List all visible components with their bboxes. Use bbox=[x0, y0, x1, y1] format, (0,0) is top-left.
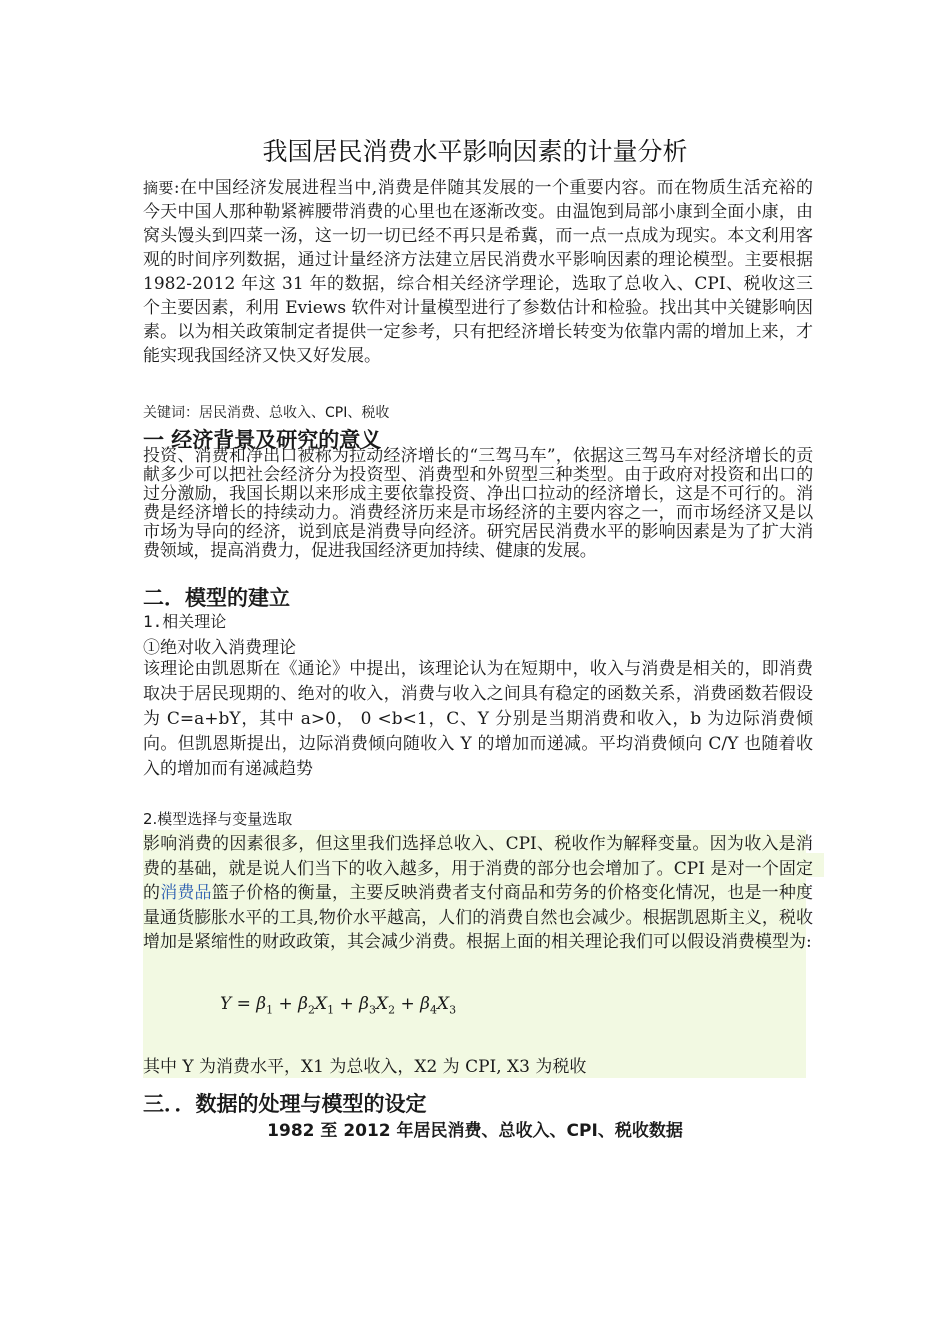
subsection-related-theory: 1.相关理论 bbox=[143, 612, 227, 631]
variables-definition: 其中 Y 为消费水平，X1 为总收入，X2 为 CPI, X3 为税收 bbox=[143, 1057, 587, 1077]
selection-text-a: 影响消费的因素很多，但这里我们选择总收入、CPI、税收作为解释变量。因为收入是消费的基础，就是说人们当下的收入越多，用于消费的部分也会增加了。CPI 是对一个固定的 bbox=[143, 834, 813, 903]
model-selection-paragraph[interactable] bbox=[143, 832, 813, 955]
document-title: 我国居民消费水平影响因素的计量分析 bbox=[262, 137, 688, 166]
keywords-line: 关键词：居民消费、总收入、CPI、税收 bbox=[143, 405, 390, 421]
model-formula: $Y = \beta_1 + \beta_2X_1 + \beta_3X_2 + \beta_4X_3$ bbox=[220, 994, 457, 1017]
selection-text-b: 篮子价格的衡量，主要反映消费者支付商品和劳务的价格变化情况，也是一种度量通货膨胀水平的工具,物价水平越高，人们的消费自然也会减少。根据凯恩斯主义，税收增加是紧缩性的财政政策，其会减少消费。根据上面的相关理论我们可以假设消费模型为: bbox=[143, 883, 814, 952]
section3-heading: 三．．数据的处理与模型的设定 bbox=[143, 1092, 427, 1116]
abstract-label: 摘要 bbox=[143, 179, 174, 197]
abstract-paragraph bbox=[143, 176, 813, 368]
consumer-goods-link[interactable]: 消费品 bbox=[160, 883, 212, 903]
section1-body: 投资、消费和净出口被称为拉动经济增长的“三驾马车”，依据这三驾马车对经济增长的贡献多少可以把社会经济分为投资型、消费型和外贸型三种类型。由于政府对投资和出口的过分激励，我国长期以来形成主要依靠投资、净出口拉动的经济增长，这是不可行的。消费是经济增长的持续动力。消费经济历来是市场经济的主要内容之一，而市场经济又是以市场为导向的经济，说到底是消费导向经济。研究居民消费水平的影响因素是为了扩大消费领域，提高消费力，促进我国经济更加持续、健康的发展。 bbox=[143, 446, 813, 561]
section1-heading: 一 经济背景及研究的意义 bbox=[143, 428, 382, 452]
theory-paragraph: 该理论由凯恩斯在《通论》中提出，该理论认为在短期中，收入与消费是相关的，即消费取决于居民现期的、绝对的收入，消费与收入之间具有稳定的函数关系，消费函数若假设为 C=a+bY，其中 a>0， 0 <b<1，C、Y 分别是当期消费和收入，b 为边际消费倾向。但凯恩斯提出，边际消费倾向随收入 Y 的增加而递减。平均消费倾向 C/Y 也随着收入的增加而有递减趋势 bbox=[143, 659, 813, 779]
subsection-model-selection: 2.模型选择与变量选取 bbox=[143, 810, 293, 828]
abstract-text: :在中国经济发展进程当中,消费是伴随其发展的一个重要内容。而在物质生活充裕的今天中国人那种勒紧裤腰带消费的心里也在逐渐改变。由温饱到局部小康到全面小康，由窝头馒头到四菜一汤，这一切一切已经不再只是希冀，而一点一点成为现实。本文利用客观的时间序列数据，通过计量经济方法建立居民消费水平影响因素的理论模型。主要根据 1982-2012 年这 31 年的数据，综合相关经济学理论，选取了总收入、CPI、税收这三个主要因素，利用 Eviews 软件对计量模型进行了参数估计和检验。找出其中关键影响因素。以为相关政策制定者提供一定参考，只有把经济增长转变为依靠内需的增加上来，才能实现我国经济又快又好发展。 bbox=[143, 178, 813, 366]
table-title: 1982 至 2012 年居民消费、总收入、CPI、税收数据 bbox=[267, 1121, 683, 1141]
section2-heading: 二．模型的建立 bbox=[143, 586, 290, 610]
subsection-absolute-income: ①绝对收入消费理论 bbox=[143, 638, 296, 658]
